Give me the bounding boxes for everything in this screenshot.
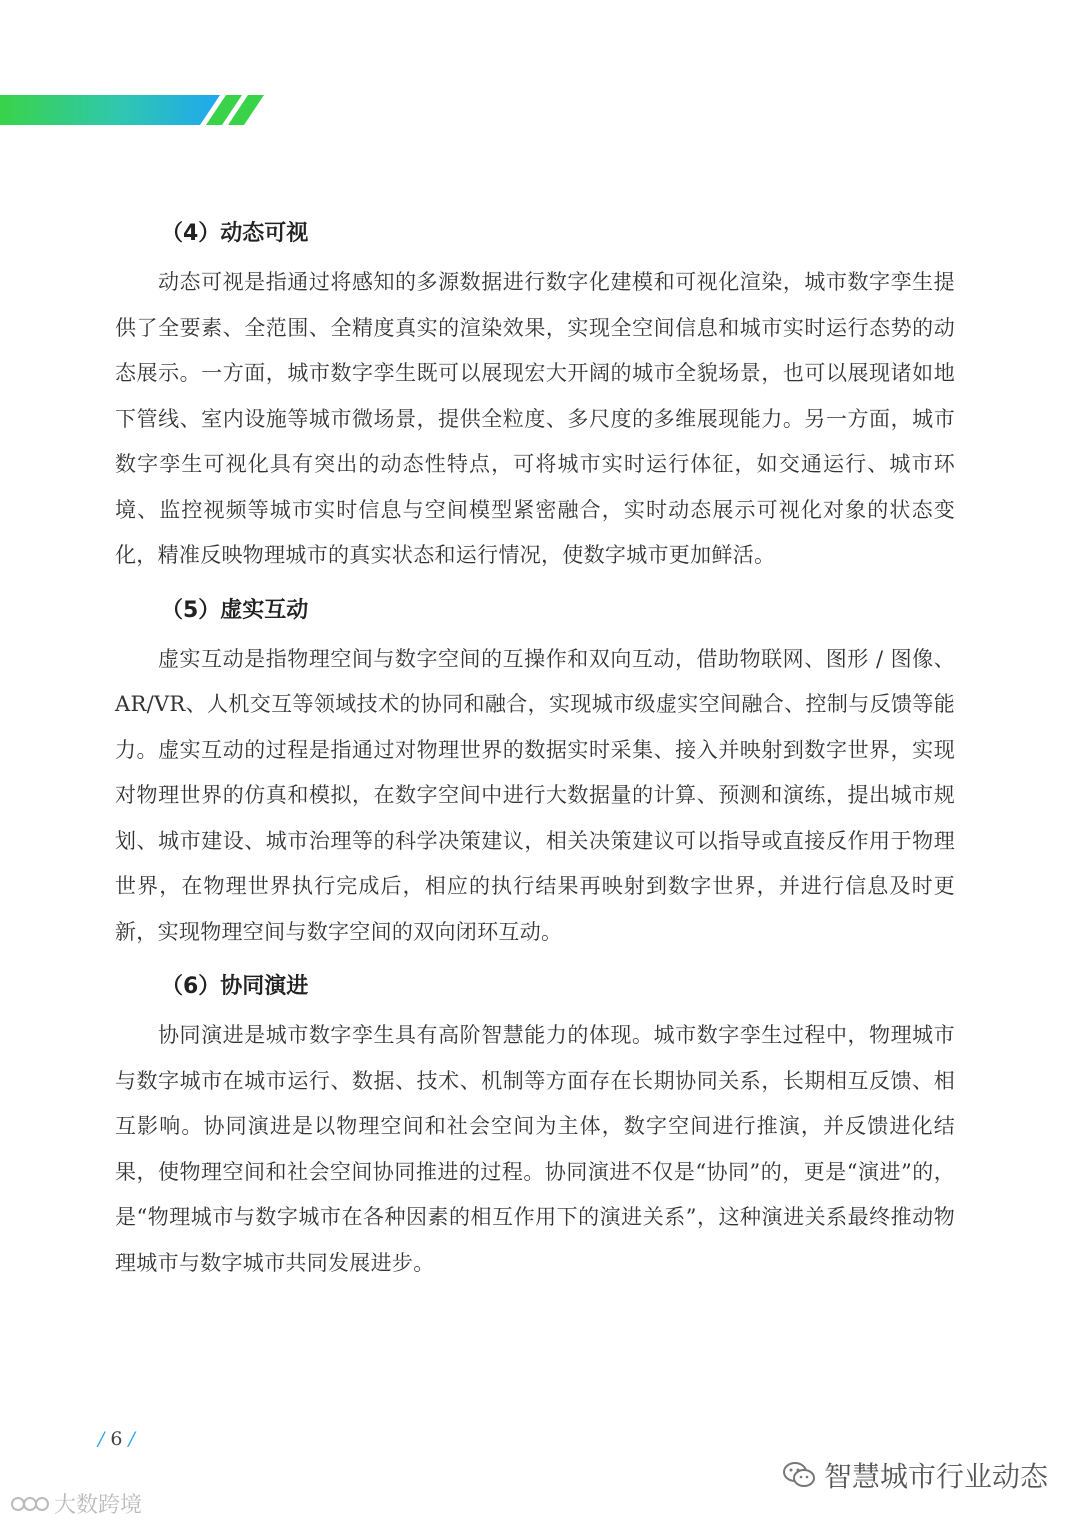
slash-decoration: / [128,1428,135,1450]
page-number [92,1428,141,1450]
section-4 [115,210,955,579]
slash-decoration: / [98,1428,105,1450]
watermark-left [10,1488,142,1519]
watermark-left-text: 大数跨境 [54,1493,143,1518]
watermark-logo-icon [10,1492,50,1516]
section-paragraph: 动态可视是指通过将感知的多源数据进行数字化建模和可视化渲染，城市数字孪生提供了全要素、全范围、全精度真实的渲染效果，实现全空间信息和城市实时运行态势的动态展示。一方面，城市数字孪生既可以展现宏大开阔的城市全貌场景，也可以展现诸如地下管线、室内设施等城市微场景，提供全粒度、多尺度的多维展现能力。另一方面，城市数字孪生可视化具有突出的动态性特点，可将城市实时运行体征，如交通运行、城市环境、监控视频等城市实时信息与空间模型紧密融合，实时动态展示可视化对象的状态变化，精准反映物理城市的真实状态和运行情况，使数字城市更加鲜活。 [115,270,955,567]
section-paragraph: 虚实互动是指物理空间与数字空间的互操作和双向互动，借助物联网、图形 / 图像、AR/VR、人机交互等领域技术的协同和融合，实现城市级虚实空间融合、控制与反馈等能力。虚实互动的过程是指通过对物理世界的数据实时采集、接入并映射到数字世界，实现对物理世界的仿真和模拟，在数字空间中进行大数据量的计算、预测和演练，提出城市规划、城市建设、城市治理等的科学决策建议，相关决策建议可以指导或直接反作用于物理世界，在物理世界执行完成后，相应的执行结果再映射到数字世界，并进行信息及时更新，实现物理空间与数字空间的双向闭环互动。 [115,646,955,944]
watermark-right-text: 智慧城市行业动态 [823,1460,1048,1493]
watermark-right [782,1455,1048,1495]
wechat-icon [782,1460,816,1490]
section-paragraph: 协同演进是城市数字孪生具有高阶智慧能力的体现。城市数字孪生过程中，物理城市与数字城市在城市运行、数据、技术、机制等方面存在长期协同关系，长期相互反馈、相互影响。协同演进是以物理空间和社会空间为主体，数字空间进行推演，并反馈进化结果，使物理空间和社会空间协同推进的过程。协同演进不仅是“协同”的，更是“演进”的，是“物理城市与数字城市在各种因素的相互作用下的演进关系”，这种演进关系最终推动物理城市与数字城市共同发展进步。 [115,1023,955,1275]
section-heading: （4）动态可视 [161,221,309,246]
section-heading: （6）协同演进 [161,974,309,999]
page-number-text: 6 [110,1428,123,1450]
section-heading: （5）虚实互动 [161,597,309,623]
section-5 [115,587,955,956]
section-6 [115,963,955,1286]
header-gradient-bar [0,90,270,130]
main-content [115,210,955,1294]
